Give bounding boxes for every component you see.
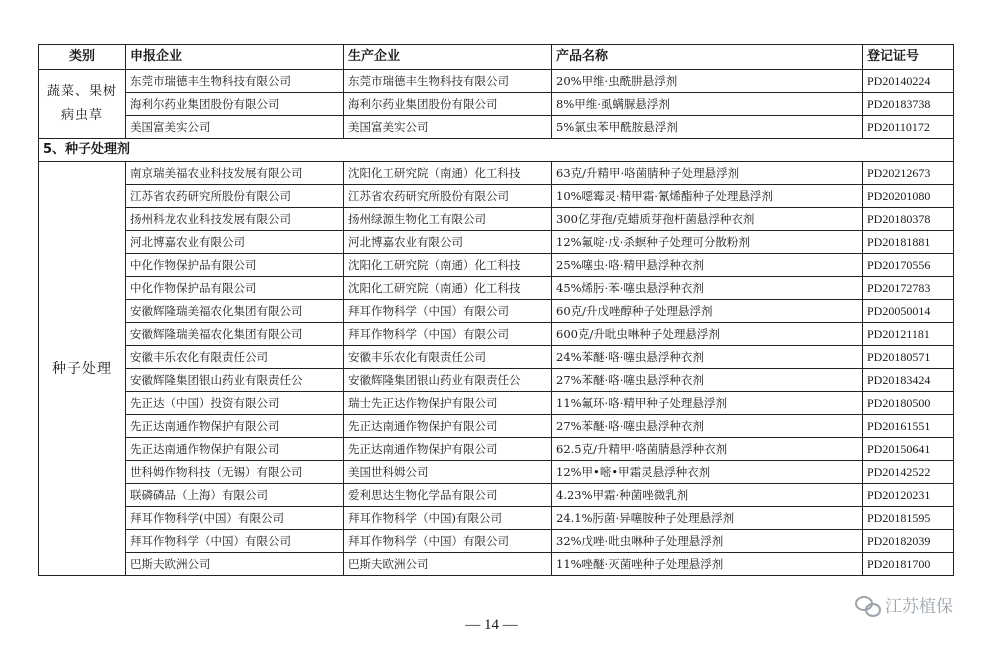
wechat-icon: [855, 594, 881, 616]
table-row: [39, 70, 954, 93]
reg-cell: PD20172783: [863, 277, 954, 300]
product-cell: 25%噻虫·咯·精甲悬浮种衣剂: [552, 254, 863, 277]
producer-cell: 沈阳化工研究院（南通）化工科技: [344, 254, 552, 277]
table-row: [39, 530, 954, 553]
product-cell: 600克/升吡虫啉种子处理悬浮剂: [552, 323, 863, 346]
table-row: [39, 323, 954, 346]
producer-cell: 先正达南通作物保护有限公司: [344, 415, 552, 438]
producer-cell: 先正达南通作物保护有限公司: [344, 438, 552, 461]
reg-cell: PD20180571: [863, 346, 954, 369]
table-header-row: [39, 45, 954, 70]
applicant-cell: 联磷磷品（上海）有限公司: [126, 484, 344, 507]
applicant-cell: 先正达南通作物保护有限公司: [126, 415, 344, 438]
table-row: [39, 461, 954, 484]
product-cell: 45%烯肟·苯·噻虫悬浮种衣剂: [552, 277, 863, 300]
product-cell: 11%唑醚·灭菌唑种子处理悬浮剂: [552, 553, 863, 576]
product-cell: 20%甲维·虫酰肼悬浮剂: [552, 70, 863, 93]
page-number: — 14 —: [465, 617, 518, 633]
header-product: 产品名称: [552, 45, 863, 70]
applicant-cell: 世科姆作物科技（无锡）有限公司: [126, 461, 344, 484]
registration-table: [38, 44, 954, 576]
table-row: [39, 162, 954, 185]
applicant-cell: 安徽辉隆瑞美福农化集团有限公司: [126, 300, 344, 323]
table-row: [39, 300, 954, 323]
applicant-cell: 美国富美实公司: [126, 116, 344, 139]
table-row: [39, 484, 954, 507]
section-row: [39, 139, 954, 162]
reg-cell: PD20142522: [863, 461, 954, 484]
product-cell: 62.5克/升精甲·咯菌腈悬浮种衣剂: [552, 438, 863, 461]
header-producer: 生产企业: [344, 45, 552, 70]
category-cell: 蔬菜、果树病虫草: [39, 70, 126, 139]
producer-cell: 河北博嘉农业有限公司: [344, 231, 552, 254]
table-row: [39, 346, 954, 369]
reg-cell: PD20050014: [863, 300, 954, 323]
category-cell: 种子处理: [39, 162, 126, 576]
producer-cell: 拜耳作物科学（中国）有限公司: [344, 530, 552, 553]
applicant-cell: 南京瑞美福农业科技发展有限公司: [126, 162, 344, 185]
table-row: [39, 231, 954, 254]
reg-cell: PD20140224: [863, 70, 954, 93]
applicant-cell: 拜耳作物科学（中国）有限公司: [126, 530, 344, 553]
reg-cell: PD20181881: [863, 231, 954, 254]
table-row: [39, 438, 954, 461]
product-cell: 12%氟啶·戊·杀螟种子处理可分散粉剂: [552, 231, 863, 254]
producer-cell: 美国世科姆公司: [344, 461, 552, 484]
producer-cell: 美国富美实公司: [344, 116, 552, 139]
producer-cell: 沈阳化工研究院（南通）化工科技: [344, 277, 552, 300]
table-row: [39, 507, 954, 530]
producer-cell: 拜耳作物科学（中国）有限公司: [344, 300, 552, 323]
producer-cell: 东莞市瑞德丰生物科技有限公司: [344, 70, 552, 93]
header-applicant: 申报企业: [126, 45, 344, 70]
producer-cell: 沈阳化工研究院（南通）化工科技: [344, 162, 552, 185]
reg-cell: PD20120231: [863, 484, 954, 507]
product-cell: 300亿芽孢/克蜡质芽孢杆菌悬浮种衣剂: [552, 208, 863, 231]
applicant-cell: 安徽辉隆集团银山药业有限责任公: [126, 369, 344, 392]
applicant-cell: 海利尔药业集团股份有限公司: [126, 93, 344, 116]
product-cell: 32%戊唑·吡虫啉种子处理悬浮剂: [552, 530, 863, 553]
producer-cell: 安徽辉隆集团银山药业有限责任公: [344, 369, 552, 392]
reg-cell: PD20150641: [863, 438, 954, 461]
producer-cell: 安徽丰乐农化有限责任公司: [344, 346, 552, 369]
table-row: [39, 185, 954, 208]
reg-cell: PD20161551: [863, 415, 954, 438]
applicant-cell: 江苏省农药研究所股份有限公司: [126, 185, 344, 208]
reg-cell: PD20170556: [863, 254, 954, 277]
applicant-cell: 先正达南通作物保护有限公司: [126, 438, 344, 461]
applicant-cell: 安徽丰乐农化有限责任公司: [126, 346, 344, 369]
product-cell: 4.23%甲霜·种菌唑微乳剂: [552, 484, 863, 507]
product-cell: 8%甲维·虱螨脲悬浮剂: [552, 93, 863, 116]
producer-cell: 江苏省农药研究所股份有限公司: [344, 185, 552, 208]
product-cell: 10%噁霉灵·精甲霜·氰烯酯种子处理悬浮剂: [552, 185, 863, 208]
producer-cell: 拜耳作物科学（中国)有限公司: [344, 507, 552, 530]
reg-cell: PD20180500: [863, 392, 954, 415]
product-cell: 5%氯虫苯甲酰胺悬浮剂: [552, 116, 863, 139]
table-row: [39, 369, 954, 392]
table-row: [39, 208, 954, 231]
applicant-cell: 东莞市瑞德丰生物科技有限公司: [126, 70, 344, 93]
reg-cell: PD20181595: [863, 507, 954, 530]
reg-cell: PD20121181: [863, 323, 954, 346]
applicant-cell: 扬州科龙农业科技发展有限公司: [126, 208, 344, 231]
table-row: [39, 553, 954, 576]
product-cell: 27%苯醚·咯·噻虫悬浮种衣剂: [552, 415, 863, 438]
producer-cell: 扬州绿源生物化工有限公司: [344, 208, 552, 231]
table-row: [39, 254, 954, 277]
product-cell: 27%苯醚·咯·噻虫悬浮种衣剂: [552, 369, 863, 392]
reg-cell: PD20181700: [863, 553, 954, 576]
product-cell: 63克/升精甲·咯菌腈种子处理悬浮剂: [552, 162, 863, 185]
producer-cell: 瑞士先正达作物保护有限公司: [344, 392, 552, 415]
section-title: 5、种子处理剂: [39, 139, 954, 162]
watermark: [855, 592, 953, 617]
header-reg: 登记证号: [863, 45, 954, 70]
applicant-cell: 中化作物保护品有限公司: [126, 254, 344, 277]
reg-cell: PD20201080: [863, 185, 954, 208]
table-row: [39, 277, 954, 300]
header-category: 类别: [39, 45, 126, 70]
reg-cell: PD20212673: [863, 162, 954, 185]
reg-cell: PD20183424: [863, 369, 954, 392]
applicant-cell: 安徽辉隆瑞美福农化集团有限公司: [126, 323, 344, 346]
product-cell: 60克/升戊唑醇种子处理悬浮剂: [552, 300, 863, 323]
reg-cell: PD20182039: [863, 530, 954, 553]
table-row: [39, 116, 954, 139]
reg-cell: PD20110172: [863, 116, 954, 139]
table-row: [39, 93, 954, 116]
product-cell: 11%氟环·咯·精甲种子处理悬浮剂: [552, 392, 863, 415]
producer-cell: 爱利思达生物化学品有限公司: [344, 484, 552, 507]
product-cell: 24.1%肟菌·异噻胺种子处理悬浮剂: [552, 507, 863, 530]
table-row: [39, 392, 954, 415]
applicant-cell: 中化作物保护品有限公司: [126, 277, 344, 300]
reg-cell: PD20183738: [863, 93, 954, 116]
producer-cell: 巴斯夫欧洲公司: [344, 553, 552, 576]
producer-cell: 拜耳作物科学（中国）有限公司: [344, 323, 552, 346]
watermark-text: 江苏植保: [885, 597, 953, 617]
applicant-cell: 先正达（中国）投资有限公司: [126, 392, 344, 415]
table-row: [39, 415, 954, 438]
product-cell: 12%甲•嘧•甲霜灵悬浮种衣剂: [552, 461, 863, 484]
applicant-cell: 巴斯夫欧洲公司: [126, 553, 344, 576]
applicant-cell: 河北博嘉农业有限公司: [126, 231, 344, 254]
reg-cell: PD20180378: [863, 208, 954, 231]
product-cell: 24%苯醚·咯·噻虫悬浮种衣剂: [552, 346, 863, 369]
producer-cell: 海利尔药业集团股份有限公司: [344, 93, 552, 116]
applicant-cell: 拜耳作物科学(中国）有限公司: [126, 507, 344, 530]
